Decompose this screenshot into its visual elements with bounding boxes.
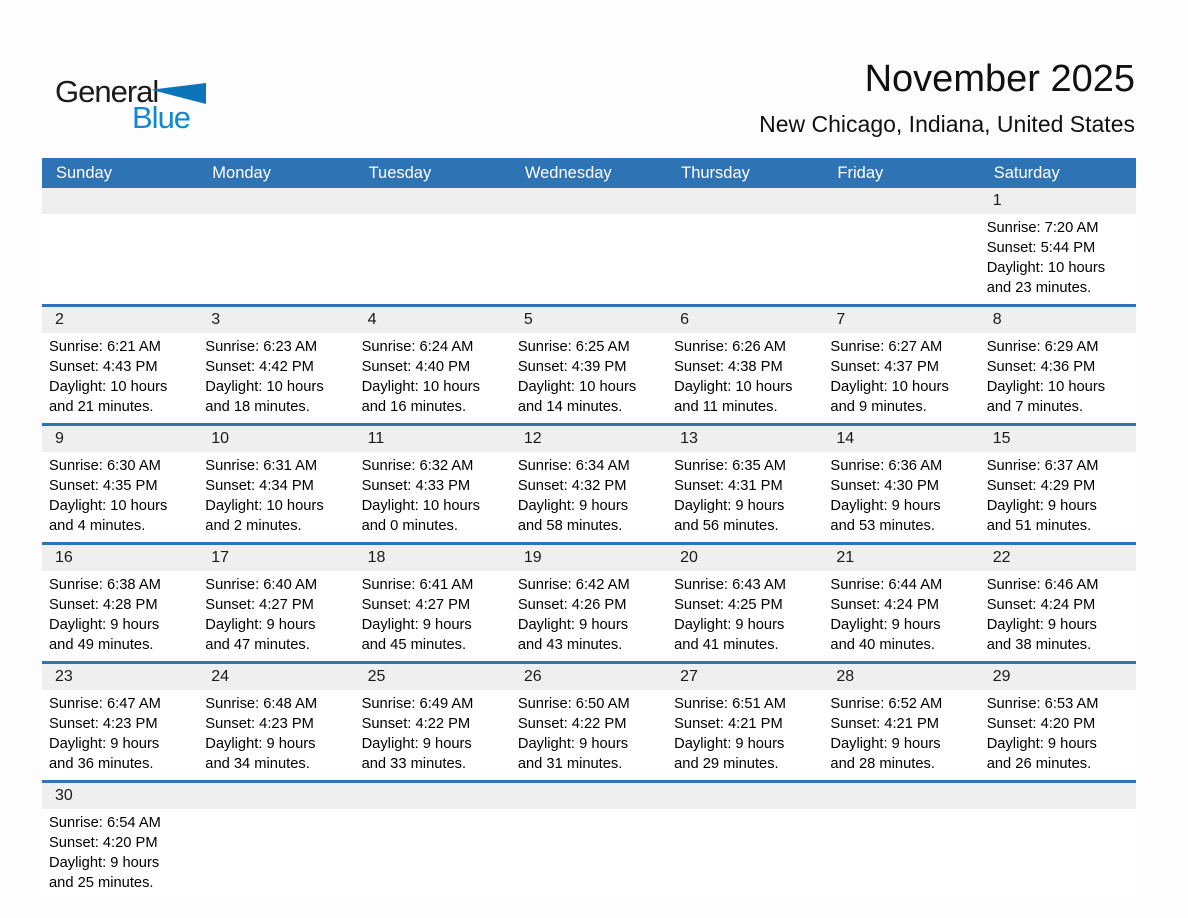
sunset-line: Sunset: 4:37 PM: [830, 359, 939, 375]
sunset-line: Sunset: 4:20 PM: [986, 716, 1096, 732]
sunrise-line: Sunrise: 6:51 AM: [674, 696, 786, 712]
sunset-line: Sunset: 4:22 PM: [361, 716, 471, 732]
day-details: [823, 690, 979, 780]
day-details: [42, 690, 198, 780]
day-details: [980, 690, 1136, 780]
day-number: 13: [667, 426, 823, 452]
sunrise-line: Sunrise: 6:23 AM: [205, 339, 318, 355]
sunset-line: Sunset: 4:34 PM: [205, 478, 314, 494]
day-cell-26: [511, 664, 667, 780]
daylight-line-cont: and 14 minutes.: [517, 399, 623, 415]
day-number: [511, 783, 667, 809]
day-cell-3: [198, 307, 354, 423]
daylight-line-cont: and 31 minutes.: [517, 756, 623, 772]
day-number: 12: [511, 426, 667, 452]
day-number: 28: [823, 664, 979, 690]
day-cell-29: [980, 664, 1136, 780]
day-number: 8: [980, 307, 1136, 333]
daylight-line-cont: and 29 minutes.: [674, 756, 779, 772]
day-cell-15: [980, 426, 1136, 542]
weekday-header-monday: Monday: [212, 163, 271, 182]
day-number: 17: [198, 545, 354, 571]
day-details: [823, 452, 979, 542]
daylight-line: Daylight: 10 hours: [49, 379, 168, 395]
daylight-line: Daylight: 10 hours: [986, 260, 1106, 276]
day-number: 19: [511, 545, 667, 571]
sunrise-line: Sunrise: 6:42 AM: [517, 577, 630, 593]
day-number: 22: [980, 545, 1136, 571]
sunset-line: Sunset: 4:24 PM: [986, 597, 1096, 613]
daylight-line: Daylight: 9 hours: [986, 736, 1097, 752]
sunrise-line: Sunrise: 6:53 AM: [986, 696, 1099, 712]
day-details: [823, 333, 979, 423]
sunset-line: Sunset: 4:30 PM: [830, 478, 939, 494]
daylight-line: Daylight: 9 hours: [674, 617, 785, 633]
sunrise-line: Sunrise: 6:34 AM: [517, 458, 630, 474]
day-cell-empty: [355, 783, 511, 899]
day-cell-4: [355, 307, 511, 423]
day-details: [355, 571, 511, 661]
day-number: 4: [355, 307, 511, 333]
day-cell-empty: [198, 783, 354, 899]
day-cell-14: [823, 426, 979, 542]
sunrise-line: Sunrise: 6:48 AM: [205, 696, 318, 712]
day-cell-21: [823, 545, 979, 661]
sunset-line: Sunset: 4:20 PM: [49, 835, 158, 851]
day-number: 5: [511, 307, 667, 333]
sunrise-line: Sunrise: 6:26 AM: [674, 339, 786, 355]
daylight-line-cont: and 7 minutes.: [986, 399, 1084, 415]
daylight-line-cont: and 4 minutes.: [49, 518, 146, 534]
day-cell-empty: [42, 188, 198, 304]
day-cell-empty: [667, 188, 823, 304]
sunrise-line: Sunrise: 6:52 AM: [830, 696, 943, 712]
day-number: 10: [198, 426, 354, 452]
week-row-6: [42, 780, 1136, 899]
sunset-line: Sunset: 4:27 PM: [361, 597, 471, 613]
sunset-line: Sunset: 4:23 PM: [49, 716, 158, 732]
day-cell-13: [667, 426, 823, 542]
day-cell-empty: [823, 188, 979, 304]
day-number: 1: [980, 188, 1136, 214]
weekday-header-friday: Friday: [837, 163, 884, 182]
daylight-line: Daylight: 10 hours: [986, 379, 1106, 395]
sunset-line: Sunset: 5:44 PM: [986, 240, 1096, 256]
daylight-line: Daylight: 9 hours: [830, 617, 941, 633]
sunrise-line: Sunrise: 6:41 AM: [361, 577, 474, 593]
daylight-line: Daylight: 10 hours: [830, 379, 949, 395]
week-row-3: [42, 423, 1136, 542]
sunset-line: Sunset: 4:27 PM: [205, 597, 314, 613]
day-details: [198, 571, 354, 661]
day-number: 20: [667, 545, 823, 571]
daylight-line: Daylight: 10 hours: [49, 498, 168, 514]
daylight-line-cont: and 21 minutes.: [49, 399, 154, 415]
day-details: [511, 452, 667, 542]
sunrise-line: Sunrise: 6:38 AM: [49, 577, 161, 593]
daylight-line-cont: and 9 minutes.: [830, 399, 927, 415]
sunrise-line: Sunrise: 6:50 AM: [517, 696, 630, 712]
logo-text-blue: Blue: [132, 100, 191, 135]
day-cell-5: [511, 307, 667, 423]
day-cell-1: [980, 188, 1136, 304]
daylight-line: Daylight: 10 hours: [361, 379, 480, 395]
day-details: [980, 214, 1136, 304]
day-cell-2: [42, 307, 198, 423]
day-number: [667, 783, 823, 809]
day-details: [511, 333, 667, 423]
sunset-line: Sunset: 4:35 PM: [49, 478, 158, 494]
general-blue-logo: [55, 76, 285, 138]
daylight-line-cont: and 56 minutes.: [674, 518, 779, 534]
day-number: 7: [823, 307, 979, 333]
daylight-line-cont: and 47 minutes.: [205, 637, 310, 653]
day-details: [42, 809, 198, 899]
daylight-line-cont: and 58 minutes.: [517, 518, 623, 534]
day-details: [355, 333, 511, 423]
day-details: [667, 333, 823, 423]
daylight-line-cont: and 51 minutes.: [986, 518, 1092, 534]
weekday-header-thursday: Thursday: [681, 163, 750, 182]
day-cell-empty: [198, 188, 354, 304]
day-number: 2: [42, 307, 198, 333]
sunset-line: Sunset: 4:31 PM: [674, 478, 783, 494]
day-cell-11: [355, 426, 511, 542]
sunset-line: Sunset: 4:22 PM: [517, 716, 627, 732]
day-details: [823, 571, 979, 661]
sunset-line: Sunset: 4:38 PM: [674, 359, 783, 375]
sunset-line: Sunset: 4:24 PM: [830, 597, 939, 613]
daylight-line: Daylight: 9 hours: [674, 736, 785, 752]
day-cell-7: [823, 307, 979, 423]
daylight-line: Daylight: 9 hours: [517, 617, 629, 633]
day-cell-27: [667, 664, 823, 780]
daylight-line-cont: and 43 minutes.: [517, 637, 623, 653]
day-number: 14: [823, 426, 979, 452]
weekday-header-tuesday: Tuesday: [368, 163, 432, 182]
day-details: [355, 452, 511, 542]
day-number: [511, 188, 667, 214]
sunrise-line: Sunrise: 6:27 AM: [830, 339, 943, 355]
sunset-line: Sunset: 4:39 PM: [517, 359, 627, 375]
week-row-2: [42, 304, 1136, 423]
sunrise-line: Sunrise: 6:30 AM: [49, 458, 161, 474]
day-cell-empty: [667, 783, 823, 899]
daylight-line: Daylight: 9 hours: [517, 498, 629, 514]
day-details: [42, 333, 198, 423]
day-cell-28: [823, 664, 979, 780]
day-cell-25: [355, 664, 511, 780]
sunrise-line: Sunrise: 6:36 AM: [830, 458, 943, 474]
daylight-line: Daylight: 10 hours: [361, 498, 480, 514]
location-subtitle: New Chicago, Indiana, United States: [759, 110, 1135, 137]
daylight-line-cont: and 36 minutes.: [49, 756, 154, 772]
daylight-line: Daylight: 9 hours: [49, 736, 160, 752]
day-number: 27: [667, 664, 823, 690]
month-title: November 2025: [864, 58, 1135, 100]
daylight-line-cont: and 0 minutes.: [361, 518, 458, 534]
day-cell-9: [42, 426, 198, 542]
daylight-line-cont: and 53 minutes.: [830, 518, 935, 534]
day-cell-empty: [511, 783, 667, 899]
weekday-header-saturday: Saturday: [993, 163, 1060, 182]
day-number: 6: [667, 307, 823, 333]
day-cell-12: [511, 426, 667, 542]
day-details: [198, 333, 354, 423]
sunset-line: Sunset: 4:29 PM: [986, 478, 1096, 494]
daylight-line-cont: and 34 minutes.: [205, 756, 310, 772]
sunset-line: Sunset: 4:26 PM: [517, 597, 627, 613]
sunset-line: Sunset: 4:28 PM: [49, 597, 158, 613]
day-details: [355, 690, 511, 780]
day-details: [980, 452, 1136, 542]
sunset-line: Sunset: 4:33 PM: [361, 478, 471, 494]
day-details: [42, 452, 198, 542]
sunrise-line: Sunrise: 6:35 AM: [674, 458, 786, 474]
daylight-line: Daylight: 9 hours: [986, 498, 1097, 514]
header-titles: [759, 58, 1135, 138]
day-cell-22: [980, 545, 1136, 661]
day-number: [355, 783, 511, 809]
day-cell-6: [667, 307, 823, 423]
daylight-line: Daylight: 9 hours: [986, 617, 1097, 633]
day-number: [823, 783, 979, 809]
day-number: 9: [42, 426, 198, 452]
sunset-line: Sunset: 4:21 PM: [674, 716, 783, 732]
daylight-line: Daylight: 10 hours: [517, 379, 637, 395]
day-number: [198, 783, 354, 809]
sunrise-line: Sunrise: 6:31 AM: [205, 458, 318, 474]
sunset-line: Sunset: 4:36 PM: [986, 359, 1096, 375]
day-details: [511, 571, 667, 661]
day-cell-empty: [511, 188, 667, 304]
daylight-line: Daylight: 9 hours: [674, 498, 785, 514]
sunrise-line: Sunrise: 6:32 AM: [361, 458, 474, 474]
daylight-line-cont: and 28 minutes.: [830, 756, 935, 772]
day-number: 23: [42, 664, 198, 690]
day-number: 25: [355, 664, 511, 690]
day-number: 11: [355, 426, 511, 452]
day-cell-24: [198, 664, 354, 780]
day-number: 30: [42, 783, 198, 809]
day-cell-empty: [823, 783, 979, 899]
day-cell-23: [42, 664, 198, 780]
daylight-line-cont: and 49 minutes.: [49, 637, 154, 653]
daylight-line: Daylight: 9 hours: [830, 736, 941, 752]
daylight-line-cont: and 45 minutes.: [361, 637, 467, 653]
day-details: [198, 452, 354, 542]
day-details: [511, 690, 667, 780]
day-number: 29: [980, 664, 1136, 690]
sunrise-line: Sunrise: 6:46 AM: [986, 577, 1099, 593]
sunset-line: Sunset: 4:43 PM: [49, 359, 158, 375]
sunrise-line: Sunrise: 7:20 AM: [986, 220, 1099, 236]
daylight-line-cont: and 25 minutes.: [49, 875, 154, 891]
day-number: [667, 188, 823, 214]
day-details: [198, 690, 354, 780]
day-cell-empty: [980, 783, 1136, 899]
daylight-line: Daylight: 9 hours: [361, 617, 472, 633]
sunrise-line: Sunrise: 6:21 AM: [49, 339, 161, 355]
daylight-line-cont: and 33 minutes.: [361, 756, 467, 772]
sunset-line: Sunset: 4:42 PM: [205, 359, 314, 375]
day-details: [980, 571, 1136, 661]
week-row-5: [42, 661, 1136, 780]
sunrise-line: Sunrise: 6:37 AM: [986, 458, 1099, 474]
daylight-line: Daylight: 9 hours: [49, 617, 160, 633]
daylight-line-cont: and 40 minutes.: [830, 637, 935, 653]
daylight-line-cont: and 2 minutes.: [205, 518, 302, 534]
daylight-line: Daylight: 9 hours: [205, 736, 316, 752]
daylight-line: Daylight: 9 hours: [361, 736, 472, 752]
sunrise-line: Sunrise: 6:54 AM: [49, 815, 161, 831]
day-number: [823, 188, 979, 214]
daylight-line-cont: and 38 minutes.: [986, 637, 1092, 653]
logo-text-general: General: [55, 74, 159, 109]
day-number: [355, 188, 511, 214]
day-cell-19: [511, 545, 667, 661]
sunset-line: Sunset: 4:25 PM: [674, 597, 783, 613]
day-number: 21: [823, 545, 979, 571]
daylight-line-cont: and 41 minutes.: [674, 637, 779, 653]
day-number: 15: [980, 426, 1136, 452]
daylight-line: Daylight: 9 hours: [49, 855, 160, 871]
sunrise-line: Sunrise: 6:47 AM: [49, 696, 161, 712]
day-details: [42, 571, 198, 661]
calendar-table: [42, 158, 1136, 899]
day-number: [980, 783, 1136, 809]
day-cell-10: [198, 426, 354, 542]
sunset-line: Sunset: 4:21 PM: [830, 716, 939, 732]
sunset-line: Sunset: 4:40 PM: [361, 359, 471, 375]
daylight-line: Daylight: 10 hours: [674, 379, 793, 395]
day-cell-16: [42, 545, 198, 661]
daylight-line: Daylight: 9 hours: [517, 736, 629, 752]
day-cell-30: [42, 783, 198, 899]
day-cell-17: [198, 545, 354, 661]
daylight-line: Daylight: 10 hours: [205, 498, 324, 514]
day-cell-20: [667, 545, 823, 661]
sunrise-line: Sunrise: 6:25 AM: [517, 339, 630, 355]
sunset-line: Sunset: 4:32 PM: [517, 478, 627, 494]
day-details: [667, 571, 823, 661]
day-details: [667, 690, 823, 780]
weekday-header-wednesday: Wednesday: [524, 163, 612, 182]
daylight-line-cont: and 26 minutes.: [986, 756, 1092, 772]
sunrise-line: Sunrise: 6:40 AM: [205, 577, 318, 593]
weekday-header-sunday: Sunday: [56, 163, 112, 182]
day-number: 18: [355, 545, 511, 571]
daylight-line-cont: and 16 minutes.: [361, 399, 467, 415]
day-number: 24: [198, 664, 354, 690]
daylight-line: Daylight: 9 hours: [205, 617, 316, 633]
sunrise-line: Sunrise: 6:49 AM: [361, 696, 474, 712]
daylight-line: Daylight: 9 hours: [830, 498, 941, 514]
day-cell-18: [355, 545, 511, 661]
daylight-line-cont: and 11 minutes.: [674, 399, 778, 415]
sunset-line: Sunset: 4:23 PM: [205, 716, 314, 732]
daylight-line: Daylight: 10 hours: [205, 379, 324, 395]
day-details: [667, 452, 823, 542]
sunrise-line: Sunrise: 6:29 AM: [986, 339, 1099, 355]
day-number: 3: [198, 307, 354, 333]
week-row-4: [42, 542, 1136, 661]
day-number: 16: [42, 545, 198, 571]
sunrise-line: Sunrise: 6:44 AM: [830, 577, 943, 593]
week-row-1: [42, 188, 1136, 304]
weekday-header-row: [42, 158, 1136, 188]
daylight-line-cont: and 23 minutes.: [986, 280, 1092, 296]
calendar-weeks: [42, 188, 1136, 899]
day-cell-empty: [355, 188, 511, 304]
day-number: [198, 188, 354, 214]
day-number: 26: [511, 664, 667, 690]
daylight-line-cont: and 18 minutes.: [205, 399, 310, 415]
day-cell-8: [980, 307, 1136, 423]
sunrise-line: Sunrise: 6:43 AM: [674, 577, 786, 593]
day-details: [980, 333, 1136, 423]
sunrise-line: Sunrise: 6:24 AM: [361, 339, 474, 355]
day-number: [42, 188, 198, 214]
